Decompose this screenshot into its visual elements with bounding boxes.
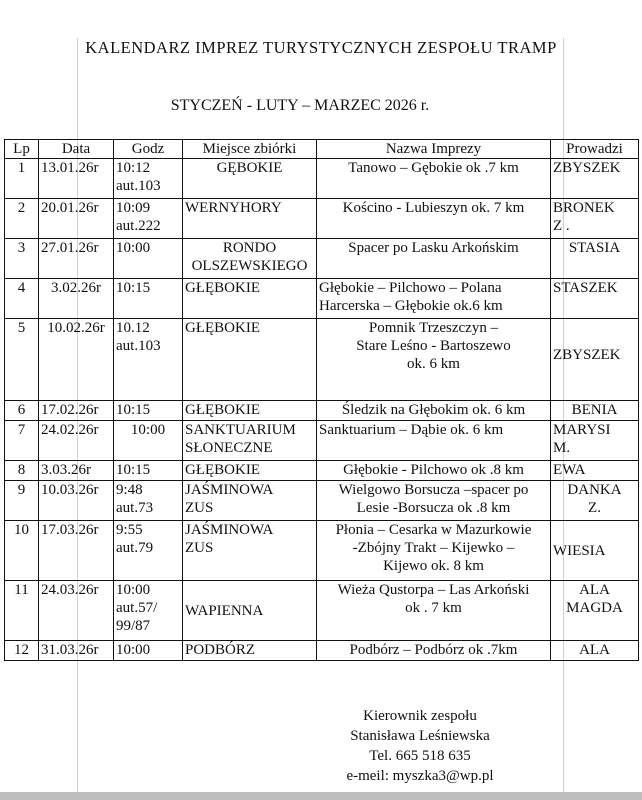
cell-event-name: Pomnik Trzeszczyn – Stare Leśno - Bartoszewo ok. 6 km (317, 319, 551, 401)
header-leader: Prowadzi (551, 140, 639, 159)
cell-leader: BENIA (551, 401, 639, 421)
cell-meeting-place: JAŚMINOWA ZUS (183, 481, 317, 521)
table-row (5, 279, 639, 319)
cell-date: 17.02.26r (39, 401, 114, 421)
cell-event-name: Tanowo – Gębokie ok .7 km (317, 159, 551, 199)
table-row (5, 239, 639, 279)
cell-leader (551, 319, 639, 401)
cell-event-name: Wielgowo Borsucza –spacer po Lesie -Borsucza ok .8 km (317, 481, 551, 521)
cell-leader (551, 521, 639, 581)
cell-leader: BRONEK Z . (551, 199, 639, 239)
cell-lp: 7 (5, 421, 39, 461)
cell-meeting-place (183, 581, 317, 641)
leader-name: ZBYSZEK (553, 346, 621, 363)
cell-leader: MARYSI M. (551, 421, 639, 461)
cell-time: 10:00 (114, 239, 183, 279)
signature-phone: Tel. 665 518 635 (369, 748, 471, 764)
cell-event-name: Głębokie - Pilchowo ok .8 km (317, 461, 551, 481)
cell-time: 10:12 aut.103 (114, 159, 183, 199)
cell-meeting-place: GŁĘBOKIE (183, 319, 317, 401)
cell-time: 10:00 (114, 641, 183, 661)
cell-time: 10:00 aut.57/ 99/87 (114, 581, 183, 641)
cell-date: 3.03.26r (39, 461, 114, 481)
cell-date: 20.01.26r (39, 199, 114, 239)
cell-date: 17.03.26r (39, 521, 114, 581)
cell-leader: ALA (551, 641, 639, 661)
header-event-name: Nazwa Imprezy (317, 140, 551, 159)
cell-time: 10.12 aut.103 (114, 319, 183, 401)
table-row (5, 159, 639, 199)
table-header-row (5, 140, 639, 159)
cell-lp: 3 (5, 239, 39, 279)
cell-lp: 2 (5, 199, 39, 239)
cell-meeting-place: GŁĘBOKIE (183, 279, 317, 319)
cell-leader: STASIA (551, 239, 639, 279)
table-row (5, 521, 639, 581)
cell-leader: DANKA Z. (551, 481, 639, 521)
cell-lp: 4 (5, 279, 39, 319)
cell-event-name: Wieża Qustorpa – Las Arkoński ok . 7 km (317, 581, 551, 641)
cell-leader: ALA MAGDA (551, 581, 639, 641)
document-title: KALENDARZ IMPREZ TURYSTYCZNYCH ZESPOŁU TRAMP (85, 38, 557, 57)
cell-time: 9:55 aut.79 (114, 521, 183, 581)
cell-date: 31.03.26r (39, 641, 114, 661)
table-row (5, 581, 639, 641)
cell-date: 3.02.26r (39, 279, 114, 319)
signature-email: e-meil: myszka3@wp.pl (346, 768, 494, 784)
cell-meeting-place: GŁĘBOKIE (183, 461, 317, 481)
cell-lp: 12 (5, 641, 39, 661)
cell-event-name: Kościno - Lubieszyn ok. 7 km (317, 199, 551, 239)
cell-event-name: Płonia – Cesarka w Mazurkowie -Zbójny Trakt – Kijewko – Kijewo ok. 8 km (317, 521, 551, 581)
cell-date: 24.02.26r (39, 421, 114, 461)
header-lp: Lp (5, 140, 39, 159)
cell-lp: 5 (5, 319, 39, 401)
cell-leader: EWA (551, 461, 639, 481)
table-row (5, 421, 639, 461)
cell-lp: 10 (5, 521, 39, 581)
cell-leader: ZBYSZEK (551, 159, 639, 199)
cell-date: 24.03.26r (39, 581, 114, 641)
cell-lp: 1 (5, 159, 39, 199)
document-subtitle: STYCZEŃ - LUTY – MARZEC 2026 r. (170, 97, 430, 114)
table-row (5, 461, 639, 481)
cell-meeting-place: PODBÓRZ (183, 641, 317, 661)
header-date: Data (39, 140, 114, 159)
signature-role: Kierownik zespołu (363, 708, 477, 724)
table-row (5, 641, 639, 661)
cell-lp: 11 (5, 581, 39, 641)
cell-time: 10:15 (114, 279, 183, 319)
cell-lp: 8 (5, 461, 39, 481)
cell-lp: 6 (5, 401, 39, 421)
signature-name: Stanisława Leśniewska (350, 728, 490, 744)
cell-meeting-place: GĘBOKIE (183, 159, 317, 199)
cell-date: 10.03.26r (39, 481, 114, 521)
cell-leader: STASZEK (551, 279, 639, 319)
cell-time: 10:15 (114, 401, 183, 421)
table-row (5, 481, 639, 521)
table-row (5, 199, 639, 239)
cell-time: 9:48 aut.73 (114, 481, 183, 521)
cell-time: 10:00 (114, 421, 183, 461)
table-row (5, 401, 639, 421)
cell-meeting-place: WERNYHORY (183, 199, 317, 239)
signature-block (320, 706, 520, 786)
cell-date: 13.01.26r (39, 159, 114, 199)
cell-event-name: Sanktuarium – Dąbie ok. 6 km (317, 421, 551, 461)
page-bottom-bar (0, 792, 642, 800)
cell-meeting-place: GŁĘBOKIE (183, 401, 317, 421)
header-time: Godz (114, 140, 183, 159)
meeting-place-name: WAPIENNA (185, 602, 264, 619)
cell-time: 10:09 aut.222 (114, 199, 183, 239)
cell-date: 27.01.26r (39, 239, 114, 279)
cell-lp: 9 (5, 481, 39, 521)
cell-meeting-place: JAŚMINOWA ZUS (183, 521, 317, 581)
events-table (4, 139, 639, 661)
cell-time: 10:15 (114, 461, 183, 481)
leader-name: WIESIA (553, 542, 606, 559)
header-meeting-place: Miejsce zbiórki (183, 140, 317, 159)
cell-event-name: Głębokie – Pilchowo – Polana Harcerska – Głębokie ok.6 km (317, 279, 551, 319)
table-row (5, 319, 639, 401)
cell-date: 10.02.26r (39, 319, 114, 401)
cell-meeting-place: RONDO OLSZEWSKIEGO (183, 239, 317, 279)
cell-event-name: Podbórz – Podbórz ok .7km (317, 641, 551, 661)
cell-event-name: Śledzik na Głębokim ok. 6 km (317, 401, 551, 421)
cell-event-name: Spacer po Lasku Arkońskim (317, 239, 551, 279)
cell-meeting-place: SANKTUARIUM SŁONECZNE (183, 421, 317, 461)
